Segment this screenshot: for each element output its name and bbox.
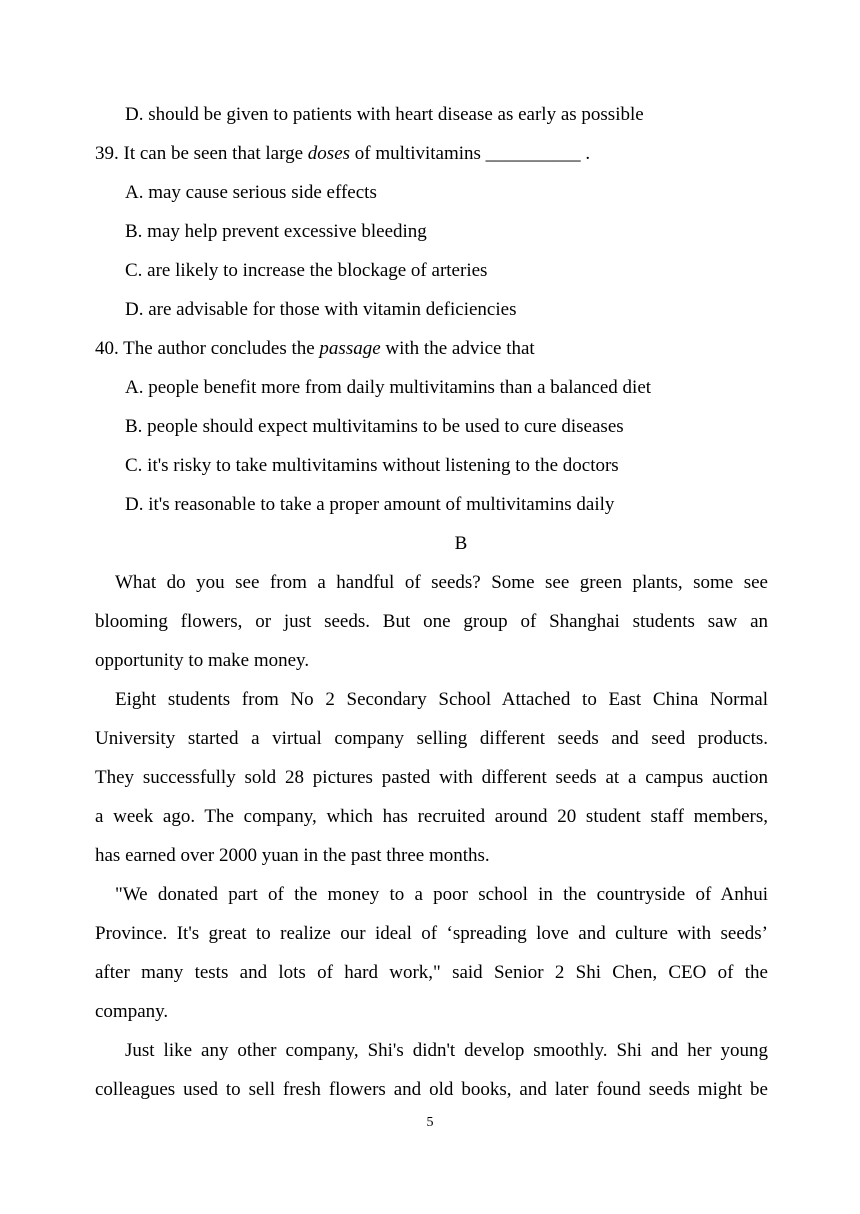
q38-option-d: D. should be given to patients with heart disease as early as possible [125, 104, 644, 125]
q40-option-d: D. it's reasonable to take a proper amount of multivitamins daily [125, 494, 615, 515]
passage-line: University started a virtual company selling different seeds and seed products. [95, 728, 768, 749]
passage-line: has earned over 2000 yuan in the past three months. [95, 845, 490, 866]
passage-line: Eight students from No 2 Secondary School Attached to East China Normal [115, 689, 768, 710]
passage-line: blooming flowers, or just seeds. But one group of Shanghai students saw an [95, 611, 768, 632]
passage-line: They successfully sold 28 pictures pasted with different seeds at a campus auction [95, 767, 768, 788]
q39-option-d: D. are advisable for those with vitamin deficiencies [125, 299, 517, 320]
passage-line: company. [95, 1001, 169, 1022]
q40-stem [95, 338, 768, 360]
passage-line: after many tests and lots of hard work," said Senior 2 Shi Chen, CEO of the [95, 962, 768, 983]
q40-option-a: A. people benefit more from daily multivitamins than a balanced diet [125, 377, 652, 398]
passage-line: What do you see from a handful of seeds? Some see green plants, some see [115, 572, 768, 593]
passage-line: Province. It's great to realize our ideal of ‘spreading love and culture with seeds’ [95, 923, 768, 944]
passage-line: opportunity to make money. [95, 650, 310, 671]
q39-option-a: A. may cause serious side effects [125, 182, 377, 203]
page-number: 5 [426, 1115, 434, 1130]
q40-option-b: B. people should expect multivitamins to be used to cure diseases [125, 416, 624, 437]
q39-stem-prefix: 39. It can be seen that large [95, 143, 308, 164]
q39-option-b: B. may help prevent excessive bleeding [125, 221, 427, 242]
passage-line: colleagues used to sell fresh flowers and old books, and later found seeds might be [95, 1079, 768, 1100]
q39-stem-suffix: of multivitamins __________ . [350, 143, 591, 164]
q40-stem-suffix: with the advice that [380, 338, 535, 359]
q39-stem-italic: doses [307, 143, 351, 164]
q39-option-c: C. are likely to increase the blockage of arteries [125, 260, 488, 281]
section-heading: B [454, 533, 468, 554]
passage-line: Just like any other company, Shi's didn't develop smoothly. Shi and her young [125, 1040, 768, 1061]
passage-line: a week ago. The company, which has recruited around 20 student staff members, [95, 806, 768, 827]
q40-option-c: C. it's risky to take multivitamins without listening to the doctors [125, 455, 619, 476]
q40-stem-prefix: 40. The author concludes the [95, 338, 320, 359]
q39-stem [95, 143, 768, 165]
passage-line: "We donated part of the money to a poor school in the countryside of Anhui [115, 884, 768, 905]
q40-stem-italic: passage [319, 338, 381, 359]
